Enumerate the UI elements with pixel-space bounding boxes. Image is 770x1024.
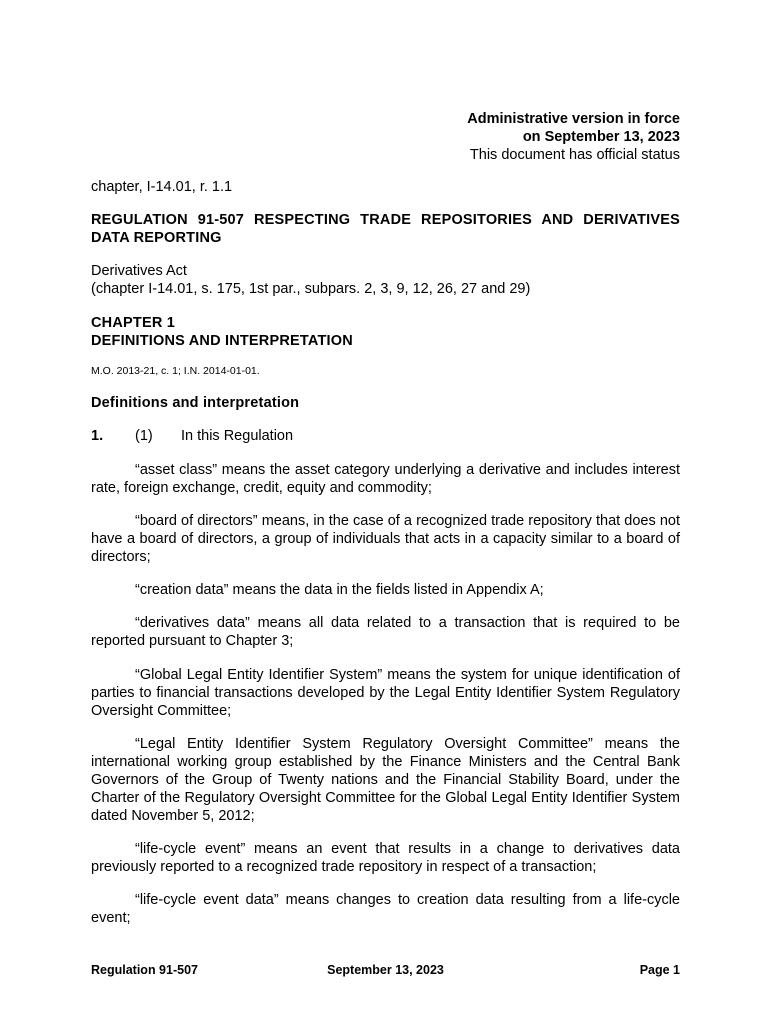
definition-board-of-directors: “board of directors” means, in the case of a recognized trade repository that does not have a board of directors, a group of individuals that acts in a capacity similar to a board of directors; (91, 513, 680, 565)
regulation-title (91, 211, 680, 247)
definition-asset-class: “asset class” means the asset category underlying a derivative and includes interest rate, foreign exchange, credit, equity and commodity; (91, 462, 680, 496)
definition-derivatives-data: “derivatives data” means all data related to a transaction that is required to be reported pursuant to Chapter 3; (91, 615, 680, 649)
section-heading: Definitions and interpretation (91, 395, 300, 411)
footer-date: September 13, 2023 (327, 963, 444, 977)
definition-life-cycle-event: “life-cycle event” means an event that results in a change to derivatives data previously reported to a recognized trade repository in respect of a transaction; (91, 841, 680, 875)
chapter-title: DEFINITIONS AND INTERPRETATION (91, 333, 353, 349)
chapter-number: CHAPTER 1 (91, 315, 175, 331)
article-intro: In this Regulation (181, 428, 294, 444)
article-1-header (91, 427, 680, 445)
regulation-title-line1: REGULATION 91-507 RESPECTING TRADE REPOSITORIES AND DERIVATIVES (91, 212, 680, 228)
footer-regulation-number: Regulation 91-507 (91, 963, 198, 977)
subsection-number: (1) (135, 428, 153, 444)
enabling-act-name: Derivatives Act (91, 263, 187, 279)
chapter-heading (91, 314, 680, 350)
official-status-block (467, 110, 680, 164)
chapter-reference: chapter, I-14.01, r. 1.1 (91, 179, 233, 195)
page-footer (91, 962, 680, 978)
document-page (91, 0, 680, 1024)
definition-lei-roc: “Legal Entity Identifier System Regulatory Oversight Committee” means the international working group established by the Finance Ministers and the Central Bank Governors of the Group of Twenty nations and the Financial Stability Board, under the Charter of the Regulatory Oversight Committee for the Global Legal Entity Identifier System dated November 5, 2012; (91, 736, 680, 824)
definition-creation-data: “creation data” means the data in the fields listed in Appendix A; (135, 582, 544, 598)
enabling-act (91, 262, 680, 298)
definition-life-cycle-event-data: “life-cycle event data” means changes to creation data resulting from a life-cycle event; (91, 892, 680, 926)
article-number: 1. (91, 428, 104, 444)
status-line-in-force: Administrative version in force (467, 111, 680, 127)
footer-page-number: Page 1 (639, 963, 680, 977)
definition-global-lei-system: “Global Legal Entity Identifier System” means the system for unique identification of parties to financial transactions developed by the Legal Entity Identifier System Regulatory Oversight Committee; (91, 667, 680, 719)
status-line-official: This document has official status (469, 147, 680, 163)
amendment-note: M.O. 2013-21, c. 1; I.N. 2014-01-01. (91, 365, 260, 377)
regulation-title-line2: DATA REPORTING (91, 230, 222, 246)
status-line-date: on September 13, 2023 (522, 129, 680, 145)
enabling-act-reference: (chapter I-14.01, s. 175, 1st par., subpars. 2, 3, 9, 12, 26, 27 and 29) (91, 281, 531, 297)
